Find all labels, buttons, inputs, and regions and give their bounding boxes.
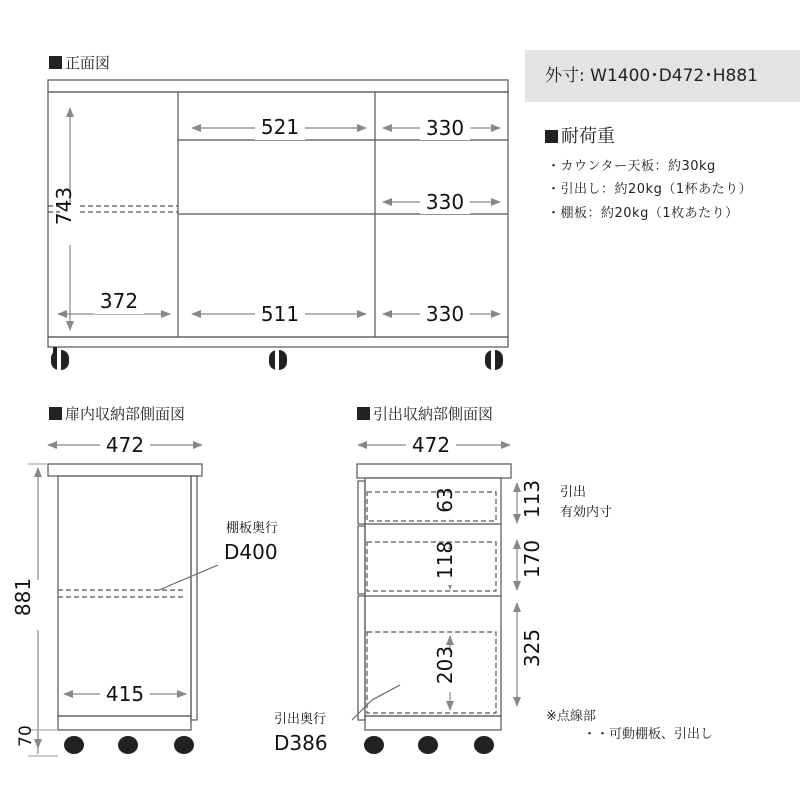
dim-door-width-label: 472 bbox=[105, 433, 145, 457]
dim-325-label: 325 bbox=[520, 628, 544, 668]
load-item-drawer: ・引出し：約20kg（1杯あたり） bbox=[547, 182, 753, 197]
drawer-front-3 bbox=[358, 596, 365, 720]
front-plinth bbox=[48, 337, 508, 347]
caster-wheel-drawer-3 bbox=[474, 736, 494, 754]
caster-wheel-drawer-1 bbox=[364, 736, 384, 754]
drawer-front-2 bbox=[358, 526, 365, 594]
front-view-heading-text: 正面図 bbox=[65, 54, 111, 72]
caster-wheel-door-1 bbox=[64, 736, 84, 754]
front-casters bbox=[51, 347, 503, 370]
load-item-shelf: ・棚板：約20kg（1枚あたり） bbox=[547, 206, 739, 221]
dim-170-label: 170 bbox=[520, 539, 544, 579]
dim-70-label: 70 bbox=[16, 725, 36, 747]
dim-118-label: 118 bbox=[433, 540, 457, 580]
shelf-depth-leader bbox=[159, 565, 218, 590]
door-side-casters bbox=[64, 736, 194, 754]
load-capacity-title: 耐荷重 bbox=[561, 126, 615, 147]
drawer-depth-label: 引出奥行 bbox=[274, 712, 327, 727]
door-side-heading-text: 扉内収納部側面図 bbox=[65, 405, 186, 423]
dim-521-label: 521 bbox=[260, 115, 300, 139]
drawer-depth-value: D386 bbox=[274, 731, 328, 755]
shelf-depth-value: D400 bbox=[224, 540, 278, 564]
effective-size-label-2: 有効内寸 bbox=[560, 505, 613, 520]
dim-63-label: 63 bbox=[433, 487, 457, 513]
effective-size-label-1: 引出 bbox=[560, 485, 587, 500]
dim-881-label: 881 bbox=[11, 577, 35, 617]
drawer-depth-leader bbox=[352, 700, 372, 720]
shelf-depth-label: 棚板奥行 bbox=[226, 521, 279, 536]
drawer-side-casters bbox=[364, 736, 494, 754]
door-side-top bbox=[48, 464, 202, 476]
door-side-door bbox=[191, 476, 197, 720]
dim-203-label: 203 bbox=[433, 645, 457, 685]
drawer-box-2 bbox=[367, 542, 496, 591]
front-top-board bbox=[48, 80, 508, 92]
load-item-counter: ・カウンター天板：約30kg bbox=[547, 159, 716, 174]
door-side-plinth bbox=[58, 716, 191, 730]
note-body: ・・可動棚板、引出し bbox=[583, 727, 714, 742]
drawer-side-top bbox=[357, 464, 511, 478]
dim-330-label-2: 330 bbox=[425, 190, 465, 214]
dim-330-label-1: 330 bbox=[425, 116, 465, 140]
dim-372-label: 372 bbox=[99, 289, 139, 313]
dim-743-label: 743 bbox=[52, 186, 76, 226]
door-side-body bbox=[58, 476, 191, 716]
dim-415-label: 415 bbox=[105, 682, 145, 706]
note-title: ※点線部 bbox=[546, 709, 596, 724]
dim-330-label-3: 330 bbox=[425, 302, 465, 326]
dim-drawer-width-label: 472 bbox=[411, 433, 451, 457]
caster-wheel-drawer-2 bbox=[418, 736, 438, 754]
dim-113-label: 113 bbox=[520, 479, 544, 519]
dim-511-label: 511 bbox=[260, 302, 300, 326]
drawer-side-heading-text: 引出収納部側面図 bbox=[373, 405, 494, 423]
outer-size-box: 外寸: W1400･D472･H881 bbox=[525, 50, 800, 102]
drawer-front-1 bbox=[358, 481, 365, 524]
caster-wheel-door-2 bbox=[118, 736, 138, 754]
drawer-side-plinth bbox=[365, 716, 501, 730]
drawer-box-3 bbox=[367, 632, 496, 713]
caster-wheel-door-3 bbox=[174, 736, 194, 754]
drawer-box-1 bbox=[367, 492, 496, 521]
door-side-dim-arrows bbox=[28, 445, 218, 756]
